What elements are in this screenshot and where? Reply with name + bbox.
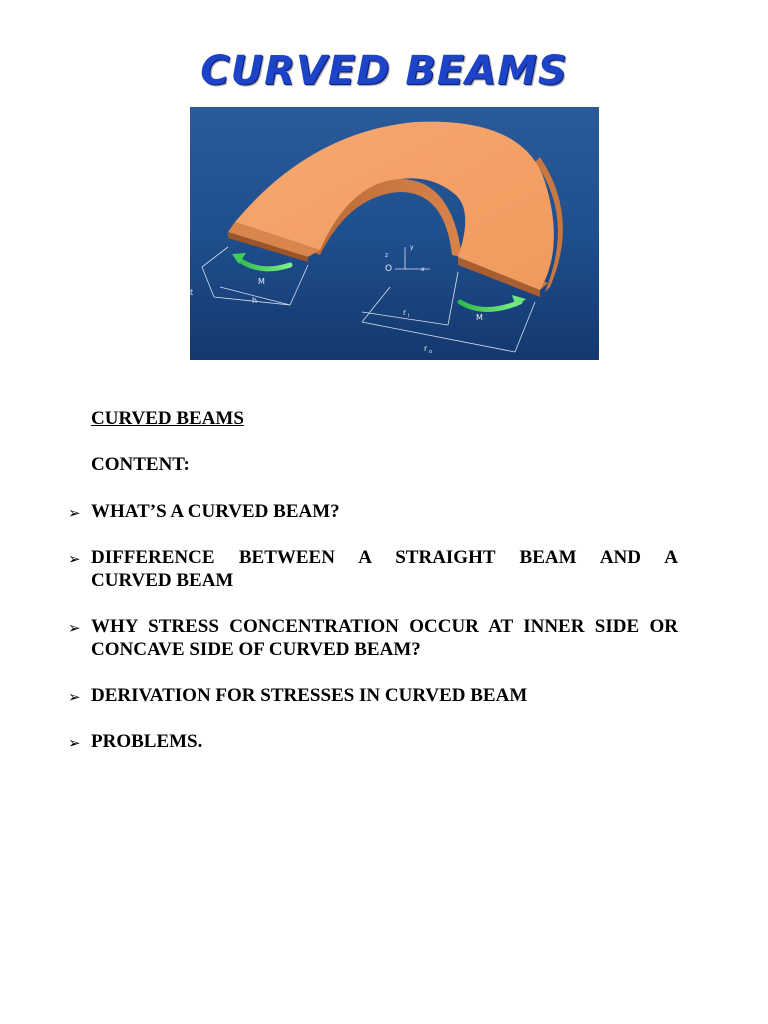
- label-M-right: M: [476, 313, 483, 322]
- bullet-arrow-icon: ➢: [68, 504, 81, 522]
- label-ro: r: [424, 344, 428, 353]
- label-h: h: [252, 296, 258, 305]
- page-title: CURVED BEAMS: [200, 48, 568, 94]
- bullet-text: PROBLEMS.: [91, 731, 203, 752]
- label-ri: r: [403, 308, 407, 317]
- curved-beam-figure: [190, 107, 599, 360]
- label-M-left: M: [258, 277, 265, 286]
- bullet-item: [68, 684, 678, 710]
- bullet-item: [68, 546, 678, 596]
- bullet-text: WHY STRESS CONCENTRATION OCCUR AT INNER SIDE OR: [91, 616, 678, 637]
- label-t: t: [190, 288, 194, 297]
- content-label: CONTENT:: [91, 454, 190, 475]
- label-axis-y: y: [410, 244, 414, 251]
- bullet-item: [68, 500, 678, 526]
- curved-beam-illustration: [190, 107, 599, 360]
- bullet-arrow-icon: ➢: [68, 688, 81, 706]
- label-axis-z: z: [385, 252, 389, 259]
- bullet-text: DIFFERENCE BETWEEN A STRAIGHT BEAM AND A: [91, 547, 678, 568]
- bullet-arrow-icon: ➢: [68, 619, 81, 637]
- bullet-arrow-icon: ➢: [68, 550, 81, 568]
- bullet-text-continuation: CONCAVE SIDE OF CURVED BEAM?: [91, 639, 421, 660]
- section-heading: CURVED BEAMS: [91, 408, 244, 429]
- bullet-item: [68, 615, 678, 665]
- bullet-text-continuation: CURVED BEAM: [91, 570, 234, 591]
- bullet-text: DERIVATION FOR STRESSES IN CURVED BEAM: [91, 685, 528, 706]
- bullet-text: WHAT’S A CURVED BEAM?: [91, 501, 340, 522]
- label-O: O: [385, 264, 393, 274]
- label-axis-x: x: [421, 266, 425, 273]
- bullet-arrow-icon: ➢: [68, 734, 81, 752]
- label-ro-sub: o: [429, 349, 433, 355]
- bullet-item: [68, 730, 678, 756]
- label-ri-sub: i: [408, 313, 410, 319]
